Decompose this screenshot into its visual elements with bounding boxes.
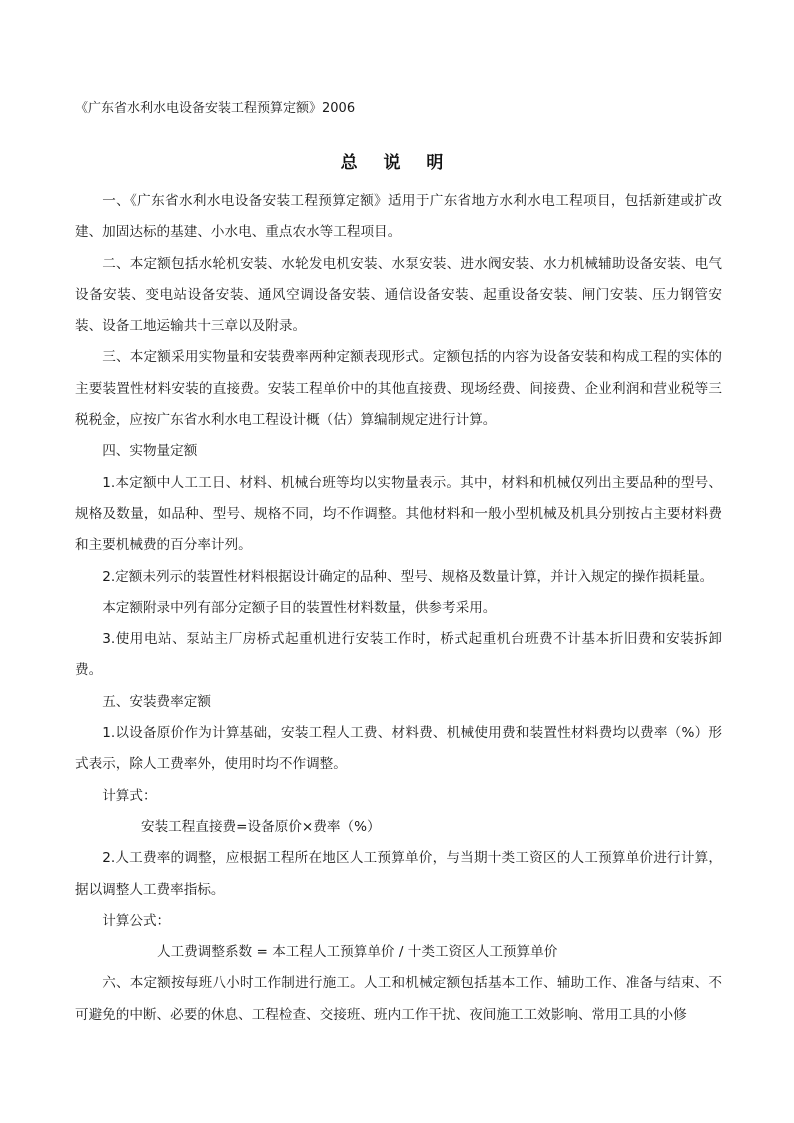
paragraph-1: 一、《广东省水利水电设备安装工程预算定额》适用于广东省地方水利水电工程项目，包括新建或扩改建、加固达标的基建、小水电、重点农水等工程项目。 bbox=[75, 193, 722, 241]
formula-label-2: 计算公式： bbox=[102, 912, 171, 929]
paragraph-4-2-note: 本定额附录中列有部分定额子目的装置性材料数量，供参考采用。 bbox=[102, 599, 497, 616]
paragraph-5-2: 2.人工费率的调整，应根据工程所在地区人工预算单价，与当期十类工资区的人工预算单价进行计算，据以调整人工费率指标。 bbox=[75, 850, 722, 898]
document-body bbox=[75, 186, 722, 1031]
section-heading-4: 四、实物量定额 bbox=[102, 443, 198, 460]
paragraph-4-2: 2.定额未列示的装置性材料根据设计确定的品种、型号、规格及数量计算，并计入规定的操作损耗量。 bbox=[102, 568, 714, 585]
formula-1: 安装工程直接费=设备原价×费率（%） bbox=[141, 818, 381, 835]
paragraph-4-3: 3.使用电站、泵站主厂房桥式起重机进行安装工作时，桥式起重机台班费不计基本折旧费和安装拆卸费。 bbox=[75, 631, 722, 679]
paragraph-5-1: 1.以设备原价作为计算基础，安装工程人工费、材料费、机械使用费和装置性材料费均以费率（%）形式表示，除人工费率外，使用时均不作调整。 bbox=[75, 725, 722, 773]
paragraph-2: 二、本定额包括水轮机安装、水轮发电机安装、水泵安装、进水阀安装、水力机械辅助设备安装、电气设备安装、变电站设备安装、通风空调设备安装、通信设备安装、起重设备安装、闸门安装、压力钢管安装、设备工地运输共十三章以及附录。 bbox=[75, 255, 722, 335]
paragraph-6: 六、本定额按每班八小时工作制进行施工。人工和机械定额包括基本工作、辅助工作、准备与结束、不可避免的中断、必要的休息、工程检查、交接班、班内工作干扰、夜间施工工效影响、常用工具的小修 bbox=[75, 975, 722, 1023]
formula-label-1: 计算式： bbox=[102, 787, 157, 804]
paragraph-3: 三、本定额采用实物量和安装费率两种定额表现形式。定额包括的内容为设备安装和构成工程的实体的主要装置性材料安装的直接费。安装工程单价中的其他直接费、现场经费、间接费、企业利润和营业税等三税税金，应按广东省水利水电工程设计概（估）算编制规定进行计算。 bbox=[75, 349, 722, 429]
formula-2: 人工费调整系数 = 本工程人工预算单价 / 十类工资区人工预算单价 bbox=[157, 944, 558, 961]
document-header: 《广东省水利水电设备安装工程预算定额》2006 bbox=[75, 101, 356, 116]
paragraph-4-1: 1.本定额中人工工日、材料、机械台班等均以实物量表示。其中，材料和机械仅列出主要品种的型号、规格及数量，如品种、型号、规格不同，均不作调整。其他材料和一般小型机械及机具分别按占主要材料费和主要机械费的百分率计列。 bbox=[75, 474, 722, 554]
page-title: 总 说 明 bbox=[340, 153, 454, 173]
section-heading-5: 五、安装费率定额 bbox=[102, 693, 211, 710]
